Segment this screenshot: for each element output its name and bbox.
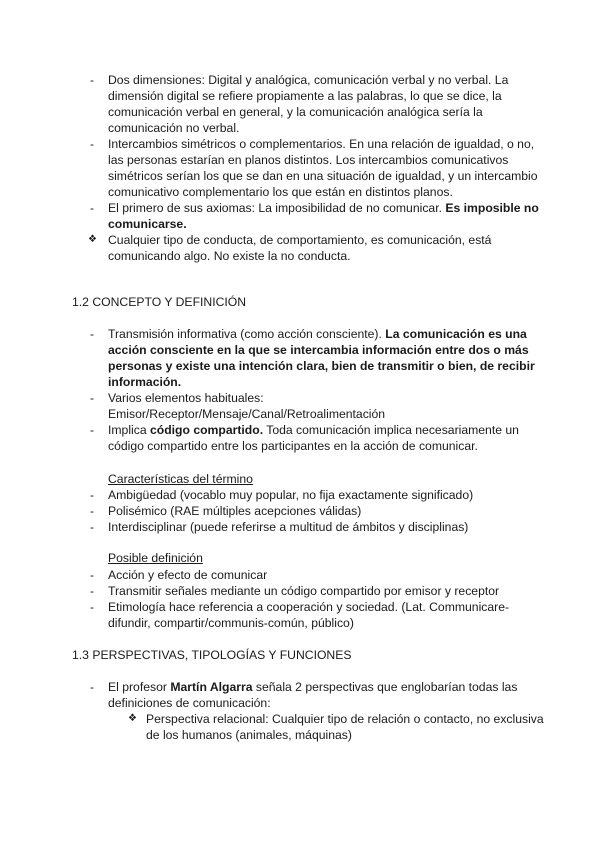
list-item [0, 679, 600, 711]
list-item-text [108, 583, 540, 599]
text-run: Etimología hace referencia a cooperación y sociedad. (Lat. Communicare-difundir, compartir/communis-común, público) [108, 600, 510, 630]
list-item-text [108, 519, 540, 535]
caracteristicas-list [0, 487, 600, 535]
text-run: Transmisión informativa (como acción consciente). [108, 327, 386, 341]
text-run: Ambigüedad (vocablo muy popular, no fija exactamente significado) [108, 488, 474, 502]
section-2-list [0, 326, 600, 454]
dash-bullet: - [90, 520, 95, 534]
list-item [0, 326, 600, 390]
list-item [0, 136, 600, 200]
dash-bullet: - [90, 600, 95, 614]
text-run: Dos dimensiones: Digital y analógica, comunicación verbal y no verbal. La dimensión digital se refiere propiamente a las palabras, lo que se dice, la comunicación verbal en general, y la comunicación analógica sería la comunicación no verbal. [108, 73, 509, 135]
text-run: Perspectiva relacional: Cualquier tipo de relación o contacto, no exclusiva de los humanos (animales, máquinas) [146, 712, 544, 742]
bold-text: Martín Algarra [170, 680, 253, 694]
list-item [0, 487, 600, 503]
dash-bullet: - [90, 391, 95, 405]
list-item [0, 503, 600, 519]
list-item-text [108, 422, 540, 454]
list-item-text [108, 232, 540, 264]
text-run: Transmitir señales mediante un código compartido por emisor y receptor [108, 584, 500, 598]
list-item-text [108, 487, 540, 503]
dash-bullet: - [90, 137, 95, 151]
text-run: Acción y efecto de comunicar [108, 568, 268, 582]
list-item [0, 567, 600, 583]
text-run: Interdisciplinar (puede referirse a multitud de ámbitos y disciplinas) [108, 520, 469, 534]
list-item-text [108, 503, 540, 519]
list-item-text [108, 326, 540, 390]
text-run: El primero de sus axiomas: La imposibilidad de no comunicar. [108, 201, 446, 215]
text-run: Cualquier tipo de conducta, de comportamiento, es comunicación, está comunicando algo. No existe la no conducta. [108, 233, 492, 263]
list-item [0, 519, 600, 535]
heading-concepto: 1.2 CONCEPTO Y DEFINICIÓN [72, 295, 247, 309]
text-run: El profesor [108, 680, 171, 694]
list-item [0, 232, 600, 264]
list-item-text [108, 200, 540, 232]
dash-bullet: - [90, 584, 95, 598]
subheading-caracteristicas: Características del término [108, 472, 253, 486]
list-item-text [146, 711, 546, 743]
text-run: Polisémico (RAE múltiples acepciones válidas) [108, 504, 362, 518]
section-1-list [0, 72, 600, 264]
diamond-bullet-icon: ❖ [128, 713, 137, 724]
subheading-posible-definicion: Posible definición [108, 551, 203, 565]
dash-bullet: - [90, 488, 95, 502]
list-item [0, 711, 600, 743]
list-item [0, 72, 600, 136]
list-item-text [108, 390, 540, 422]
list-item [0, 390, 600, 422]
dash-bullet: - [90, 423, 95, 437]
list-item [0, 599, 600, 631]
section-3-list [0, 679, 600, 743]
text-run: Intercambios simétricos o complementarios. En una relación de igualdad, o no, las personas estarían en planos distintos. Los intercambios comunicativos simétricos serían los que se dan en una situación de igualdad, y un intercambio comunicativo complementario los que están en distintos planos. [108, 137, 538, 199]
dash-bullet: - [90, 73, 95, 87]
dash-bullet: - [90, 327, 95, 341]
text-run: Toda comunicación implica necesariamente un código compartido entre los participantes en la acción de comunicar. [108, 423, 519, 453]
bold-text: código compartido. [150, 423, 264, 437]
dash-bullet: - [90, 201, 95, 215]
dash-bullet: - [90, 568, 95, 582]
text-run: Implica [108, 423, 150, 437]
text-run: Varios elementos habituales: Emisor/Receptor/Mensaje/Canal/Retroalimentación [108, 391, 386, 421]
posible-list [0, 567, 600, 631]
list-item [0, 583, 600, 599]
list-item [0, 422, 600, 454]
bold-text: Es imposible no comunicarse. [108, 201, 539, 231]
dash-bullet: - [90, 504, 95, 518]
dash-bullet: - [90, 680, 95, 694]
list-item-text [108, 567, 540, 583]
heading-perspectivas: 1.3 PERSPECTIVAS, TIPOLOGÍAS Y FUNCIONES [72, 648, 352, 662]
diamond-bullet-icon: ❖ [88, 234, 97, 245]
text-run: señala 2 perspectivas que englobarían todas las definiciones de comunicación: [108, 680, 518, 710]
bold-text: La comunicación es una acción consciente en la que se intercambia información entre dos o más personas y existe una intención clara, bien de transmitir o bien, de recibir información. [108, 327, 535, 389]
list-item-text [108, 72, 540, 136]
list-item [0, 200, 600, 232]
list-item-text [108, 599, 540, 631]
list-item-text [108, 136, 540, 200]
list-item-text [108, 679, 540, 711]
